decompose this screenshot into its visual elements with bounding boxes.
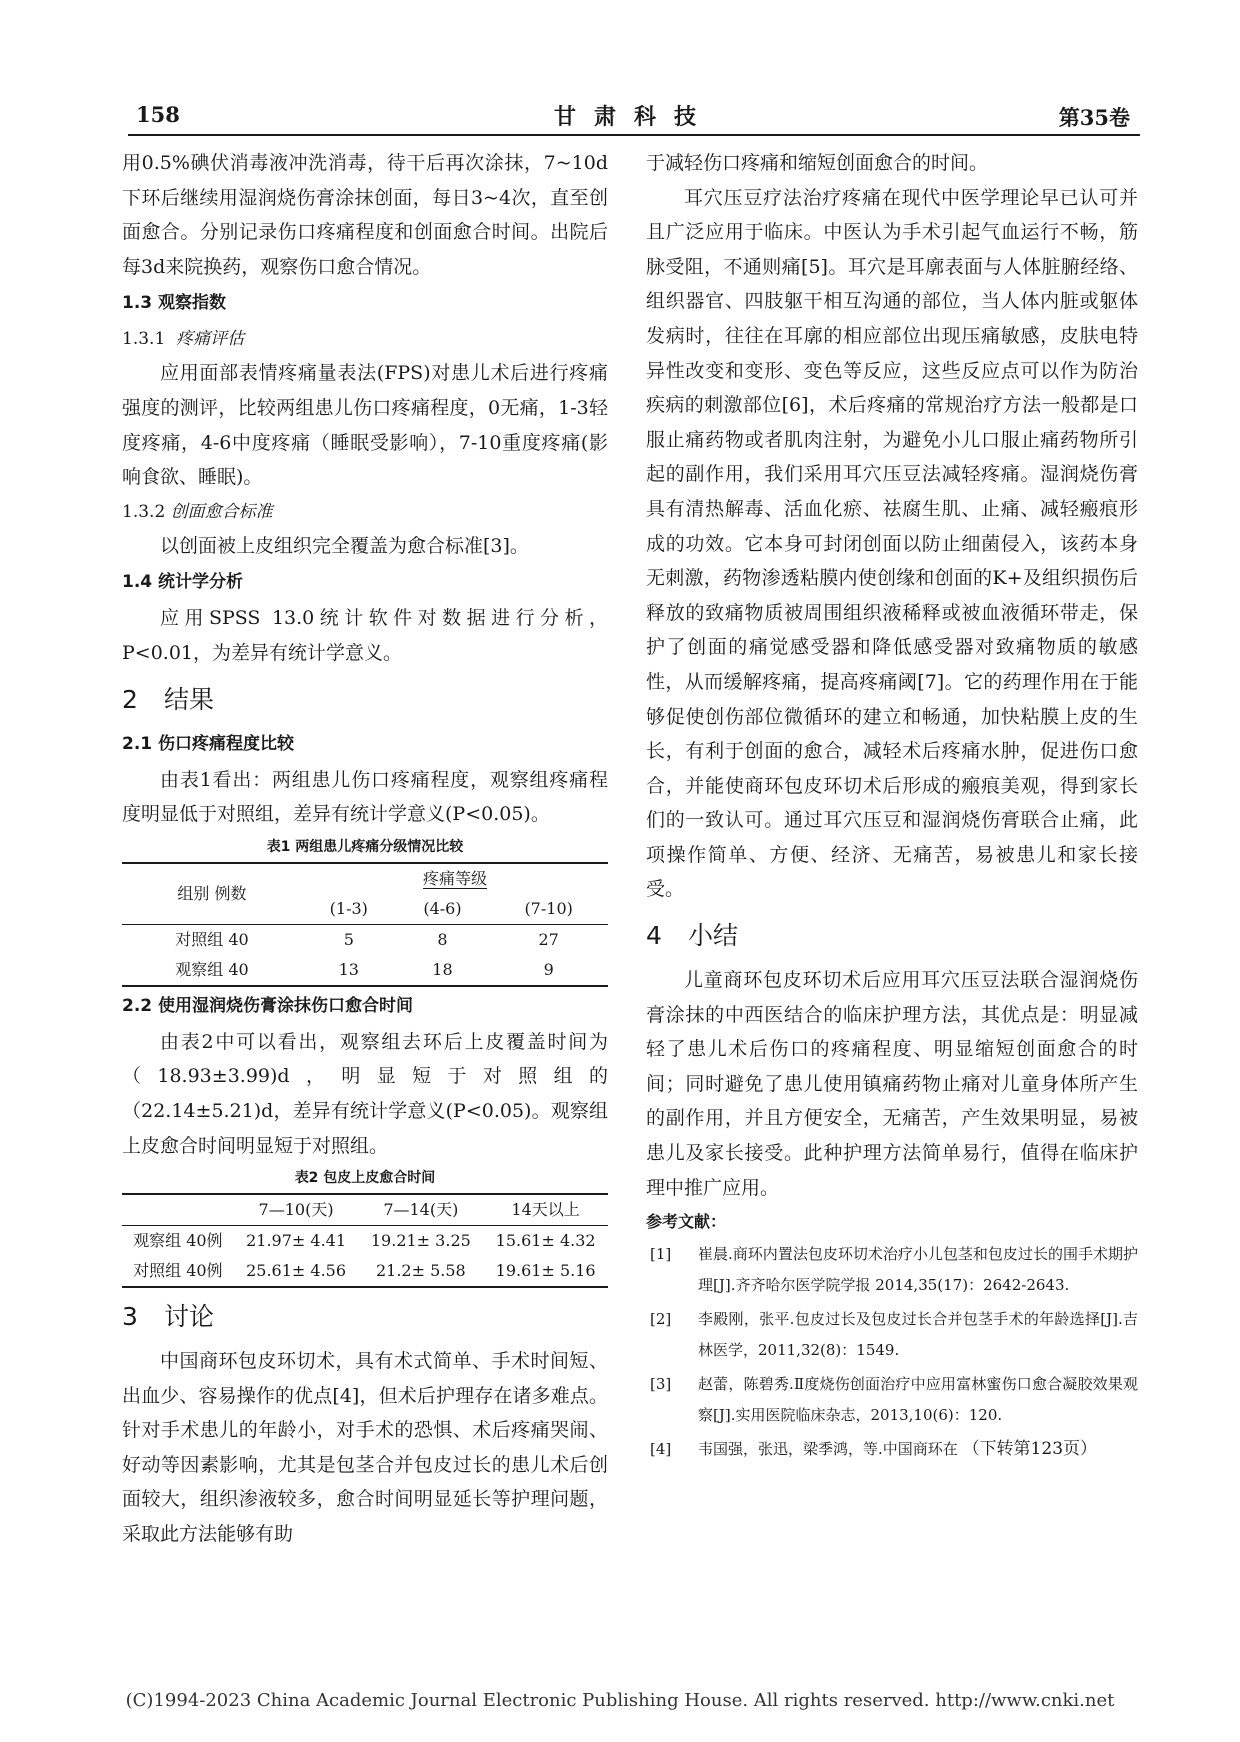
references-heading: 参考文献： <box>646 1212 727 1232</box>
section-title: 小结 <box>688 921 739 951</box>
table-subheader: (7-10) <box>524 898 573 918</box>
results-paragraph-1: 由表1看出：两组患儿伤口疼痛程度，观察组疼痛程度明显低于对照组，差异有统计学意义(P<0.05)。 <box>122 768 608 826</box>
table-row: 观察组 40 13 18 9 <box>122 955 608 986</box>
references-list <box>646 1239 1138 1465</box>
left-column <box>122 146 608 1552</box>
table-1-caption: 表1 两组患儿疼痛分级情况比较 <box>266 838 464 855</box>
table-2 <box>122 1193 608 1288</box>
statistics-paragraph: 应用SPSS 13.0统计软件对数据进行分析，P<0.01，为差异有统计学意义。 <box>122 607 608 664</box>
pain-assessment-paragraph: 应用面部表情疼痛量表法(FPS)对患儿术后进行疼痛强度的测评，比较两组患儿伤口疼痛程度，0无痛，1-3轻度疼痛，4-6中度疼痛（睡眠受影响），7-10重度疼痛(影响食欲、睡眠)。 <box>122 362 608 489</box>
table-2-caption: 表2 包皮上皮愈合时间 <box>294 1170 436 1187</box>
section-4-heading <box>646 913 1138 959</box>
table-row: 对照组 40 5 8 27 <box>122 924 608 955</box>
table-subheader: (1-3) <box>329 898 368 918</box>
section-title: 创面愈合标准 <box>170 501 273 522</box>
page-header <box>128 98 1140 136</box>
right-column <box>646 146 1138 1468</box>
discussion-paragraph-2: 耳穴压豆疗法治疗疼痛在现代中医学理论早已认可并且广泛应用于临床。中医认为手术引起气血运行不畅，筋脉受阻，不通则痛[5]。耳穴是耳廓表面与人体脏腑经络、组织器官、四肢躯干相互沟通的部位，当人体内脏或躯体发病时，往往在耳廓的相应部位出现压痛敏感，皮肤电特异性改变和变形、变色等反应，这些反应点可以作为防治疾病的刺激部位[6]，术后疼痛的常规治疗方法一般都是口服止痛药物或者肌肉注射，为避免小儿口服止痛药物所引起的副作用，我们采用耳穴压豆法减轻疼痛。湿润烧伤膏具有清热解毒、活血化瘀、祛腐生肌、止痛、减轻瘢痕形成的功效。它本身可封闭创面以防止细菌侵入，该药本身无刺激，药物渗透粘膜内使创缘和创面的K+及组织损伤后释放的致痛物质被周围组织液稀释或被血液循环带走，保护了创面的痛觉感受器和降低感受器对致痛物质的敏感性，从而缓解疼痛，提高疼痛阈[7]。它的药理作用在于能够促使创伤部位微循环的建立和畅通，加快粘膜上皮的生长，有利于创面的愈合，减轻术后疼痛水肿，促进伤口愈合，并能使商环包皮环切术后形成的瘢痕美观，得到家长们的一致认可。通过耳穴压豆和湿润烧伤膏联合止痛，此项操作简单、方便、经济、无痛苦，易被患儿和家长接受。 <box>646 186 1138 901</box>
section-title: 讨论 <box>164 1302 215 1332</box>
section-number: 2 <box>122 684 138 714</box>
copyright-footer: (C)1994-2023 China Academic Journal Electronic Publishing House. All rights reserved. http://www.cnki.net <box>125 1690 1115 1711</box>
table-header-span: 疼痛等级 <box>302 863 608 894</box>
discussion-paragraph: 中国商环包皮环切术，具有术式简单、手术时间短、出血少、容易操作的优点[4]，但术后护理存在诸多难点。针对手术患儿的年龄小，对手术的恐惧、术后疼痛哭闹、好动等因素影响，尤其是包茎合并包皮过长的患儿术后创面较大，组织渗液较多，愈合时间明显延长等护理问题，采取此方法能够有助 <box>122 1350 608 1546</box>
table-1 <box>122 862 608 987</box>
section-3-heading <box>122 1294 608 1340</box>
section-number: 1.3.1 <box>122 329 166 350</box>
reference-item: [4] 韦国强，张迅，梁季鸿，等.中国商环在 （下转第123页） <box>650 1439 1098 1460</box>
journal-title: 甘肃科技 <box>553 104 714 130</box>
table-row: 对照组 40例 25.61± 4.56 21.2± 5.58 19.61± 5.16 <box>122 1256 608 1287</box>
reference-item: [3] 赵蕾，陈碧秀.Ⅱ度烧伤创面治疗中应用富林蜜伤口愈合凝胶效果观察[J].实用医院临床杂志，2013,10(6)：120. <box>650 1375 1138 1425</box>
intro-paragraph: 用0.5%碘伏消毒液冲洗消毒，待干后再次涂抹，7~10d下环后继续用湿润烧伤膏涂抹创面，每日3~4次，直至创面愈合。分别记录伤口疼痛程度和创面愈合时间。出院后每3d来院换药，观察伤口愈合情况。 <box>122 152 608 278</box>
page-number: 158 <box>136 102 180 127</box>
section-number: 1.3.2 <box>122 501 166 522</box>
section-number: 4 <box>646 921 662 951</box>
section-2-2-heading: 2.2 使用湿润烧伤膏涂抹伤口愈合时间 <box>122 995 414 1016</box>
section-2-heading <box>122 677 608 723</box>
continued-line: 于减轻伤口疼痛和缩短创面愈合的时间。 <box>646 152 989 174</box>
reference-item: [2] 李殿刚，张平.包皮过长及包皮过长合并包茎手术的年龄选择[J].吉林医学，2011,32(8)：1549. <box>650 1310 1138 1360</box>
reference-item: [1] 崔晨.商环内置法包皮环切术治疗小儿包茎和包皮过长的围手术期护理[J].齐齐哈尔医学院学报 2014,35(17)：2642-2643. <box>650 1245 1138 1295</box>
table-header-row: 7—10(天) 7—14(天) 14天以上 <box>122 1194 608 1226</box>
section-title: 结果 <box>164 684 215 714</box>
results-paragraph-2: 由表2中可以看出，观察组去环后上皮覆盖时间为（18.93±3.99)d，明显短于对照组的（22.14±5.21)d，差异有统计学意义(P<0.05)。观察组上皮愈合时间明显短于对照组。 <box>122 1030 608 1157</box>
table-subheader: (4-6) <box>423 898 462 918</box>
section-1-4-heading: 1.4 统计学分析 <box>122 572 244 593</box>
table-row: 观察组 40例 21.97± 4.41 19.21± 3.25 15.61± 4.32 <box>122 1226 608 1257</box>
summary-paragraph: 儿童商环包皮环切术后应用耳穴压豆法联合湿润烧伤膏涂抹的中西医结合的临床护理方法，其优点是：明显减轻了患儿术后伤口的疼痛程度、明显缩短创面愈合的时间；同时避免了患儿使用镇痛药物止痛对儿童身体所产生的副作用，并且方便安全，无痛苦，产生效果明显，易被患儿及家长接受。此种护理方法简单易行，值得在临床护理中推广应用。 <box>646 969 1138 1199</box>
section-1-3-2-heading <box>122 495 608 529</box>
section-1-3-1-heading <box>122 322 608 356</box>
healing-standard-paragraph: 以创面被上皮组织完全覆盖为愈合标准[3]。 <box>160 534 529 557</box>
volume-label: 第35卷 <box>1058 105 1130 130</box>
section-title: 疼痛评估 <box>176 329 245 350</box>
section-1-3-heading: 1.3 观察指数 <box>122 293 227 314</box>
section-2-1-heading: 2.1 伤口疼痛程度比较 <box>122 733 295 754</box>
table-header-group: 组别 例数 <box>122 863 302 925</box>
continued-note: （下转第123页） <box>962 1439 1098 1460</box>
section-number: 3 <box>122 1302 138 1332</box>
